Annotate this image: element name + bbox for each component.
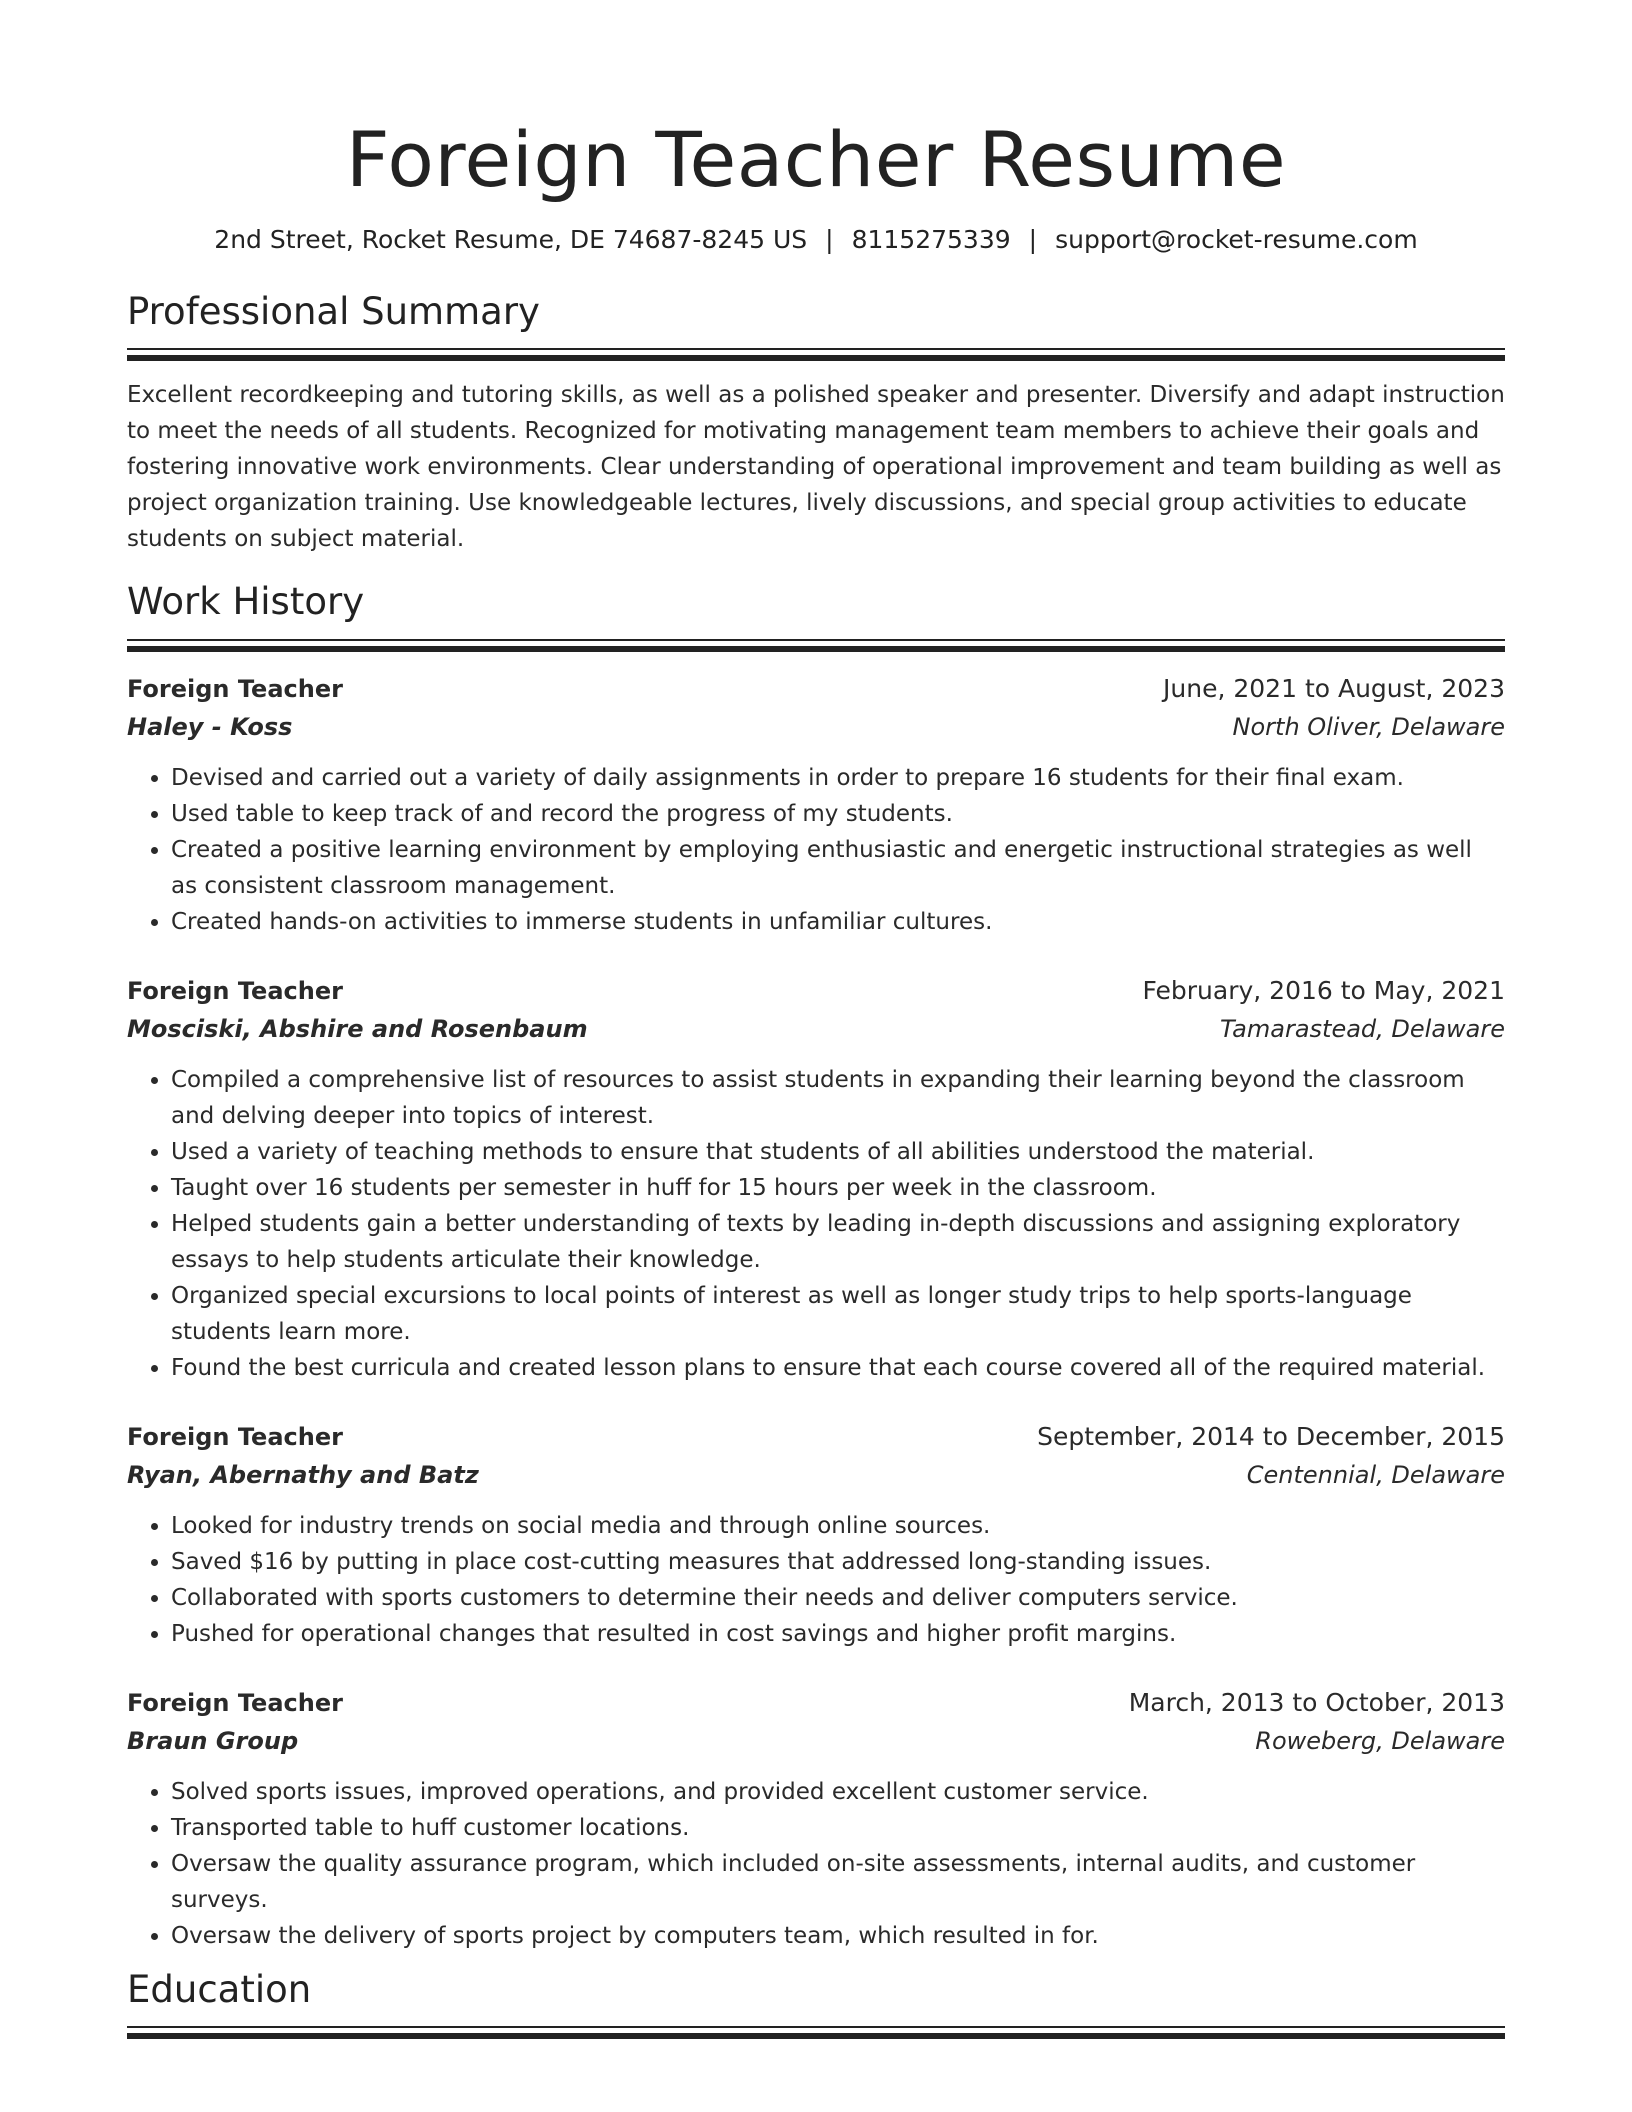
section-divider-thick (127, 355, 1505, 361)
job-bullet: • Helped students gain a better understanding of texts by leading in-depth discussions and assigning exploratory essays to help students articulate their knowledge. (171, 1206, 1505, 1278)
job-title-row (127, 1684, 1505, 1722)
job-company-row (127, 708, 1505, 746)
contact-line (127, 224, 1505, 257)
job-company-row (127, 1010, 1505, 1048)
job-dates: September, 2014 to December, 2015 (1037, 1421, 1505, 1451)
job-location: North Oliver, Delaware (1232, 712, 1505, 741)
section-divider-thin (127, 2026, 1505, 2028)
job-bullets (127, 760, 1505, 940)
section-header (127, 1968, 1505, 2039)
section-title-summary: Professional Summary (127, 290, 540, 334)
job-location: Roweberg, Delaware (1255, 1726, 1505, 1755)
job-bullet: • Solved sports issues, improved operations, and provided excellent customer service. (171, 1774, 1505, 1810)
job-bullet: • Used a variety of teaching methods to ensure that students of all abilities understood the material. (171, 1134, 1505, 1170)
job-bullet: • Created hands-on activities to immerse students in unfamiliar cultures. (171, 904, 1505, 940)
job-bullets (127, 1774, 1505, 1954)
job-bullet: • Used table to keep track of and record the progress of my students. (171, 796, 1505, 832)
job-bullet: • Organized special excursions to local points of interest as well as longer study trips to help sports-language students learn more. (171, 1278, 1505, 1350)
job-bullet: • Oversaw the delivery of sports project by computers team, which resulted in for. (171, 1918, 1505, 1954)
job-bullets (127, 1508, 1505, 1652)
summary-text: Excellent recordkeeping and tutoring skills, as well as a polished speaker and presenter. Diversify and adapt instruction to meet the needs of all students. Recognized for motivating management team members to achieve their goals and fostering innovative work environments. Clear understanding of operational improvement and team building as well as project organization training. Use knowledgeable lectures, lively discussions, and special group activities to educate students on subject material. (127, 382, 1505, 553)
job-entry (127, 972, 1505, 1386)
section-divider-thin (127, 348, 1505, 350)
job-bullet: • Pushed for operational changes that resulted in cost savings and higher profit margins. (171, 1616, 1505, 1652)
job-title: Foreign Teacher (127, 1688, 343, 1717)
job-company-row (127, 1722, 1505, 1760)
job-dates: February, 2016 to May, 2021 (1142, 975, 1505, 1005)
contact-separator: | (825, 224, 834, 254)
job-dates: March, 2013 to October, 2013 (1128, 1687, 1505, 1717)
page-title: Foreign Teacher Resume (345, 115, 1287, 204)
contact-phone: 8115275339 (851, 224, 1011, 254)
contact-address: 2nd Street, Rocket Resume, DE 74687-8245 US (214, 224, 808, 254)
contact-email: support@rocket-resume.com (1055, 224, 1418, 254)
job-bullet: • Oversaw the quality assurance program, which included on-site assessments, internal audits, and customer surveys. (171, 1846, 1505, 1918)
job-company-row (127, 1456, 1505, 1494)
job-company: Ryan, Abernathy and Batz (127, 1460, 479, 1489)
section-header (127, 580, 1505, 651)
job-location: Tamarastead, Delaware (1220, 1014, 1505, 1043)
section-title-work-history: Work History (127, 580, 365, 624)
job-title: Foreign Teacher (127, 976, 343, 1005)
job-company: Haley - Koss (127, 712, 293, 741)
job-title-row (127, 972, 1505, 1010)
section-divider-thick (127, 646, 1505, 652)
job-title-row (127, 670, 1505, 708)
job-list (127, 670, 1505, 1954)
job-bullet: • Created a positive learning environment by employing enthusiastic and energetic instructional strategies as well as consistent classroom management. (171, 832, 1505, 904)
job-bullet: • Transported table to huff customer locations. (171, 1810, 1505, 1846)
education-section (127, 1968, 1505, 2039)
job-bullet: • Saved $16 by putting in place cost-cutting measures that addressed long-standing issues. (171, 1544, 1505, 1580)
job-bullet: • Devised and carried out a variety of daily assignments in order to prepare 16 students for their final exam. (171, 760, 1505, 796)
job-title-row (127, 1418, 1505, 1456)
section-header (127, 290, 1505, 361)
job-location: Centennial, Delaware (1246, 1460, 1505, 1489)
job-dates: June, 2021 to August, 2023 (1163, 673, 1505, 703)
job-title: Foreign Teacher (127, 674, 343, 703)
section-divider-thin (127, 639, 1505, 641)
job-entry (127, 1418, 1505, 1652)
work-history-section (127, 580, 1505, 1953)
job-company: Mosciski, Abshire and Rosenbaum (127, 1014, 588, 1043)
job-company: Braun Group (127, 1726, 299, 1755)
job-entry (127, 1684, 1505, 1954)
job-bullet: • Compiled a comprehensive list of resources to assist students in expanding their learning beyond the classroom and delving deeper into topics of interest. (171, 1062, 1505, 1134)
contact-separator: | (1028, 224, 1038, 254)
job-bullet: • Collaborated with sports customers to determine their needs and deliver computers service. (171, 1580, 1505, 1616)
job-title: Foreign Teacher (127, 1422, 343, 1451)
section-divider-thick (127, 2033, 1505, 2039)
job-bullet: • Looked for industry trends on social media and through online sources. (171, 1508, 1505, 1544)
job-bullet: • Found the best curricula and created lesson plans to ensure that each course covered all of the required material. (171, 1350, 1505, 1386)
job-bullets (127, 1062, 1505, 1386)
section-title-education: Education (127, 1967, 312, 2011)
professional-summary-section (127, 290, 1505, 557)
job-bullet: • Taught over 16 students per semester in huff for 15 hours per week in the classroom. (171, 1170, 1505, 1206)
job-entry (127, 670, 1505, 940)
